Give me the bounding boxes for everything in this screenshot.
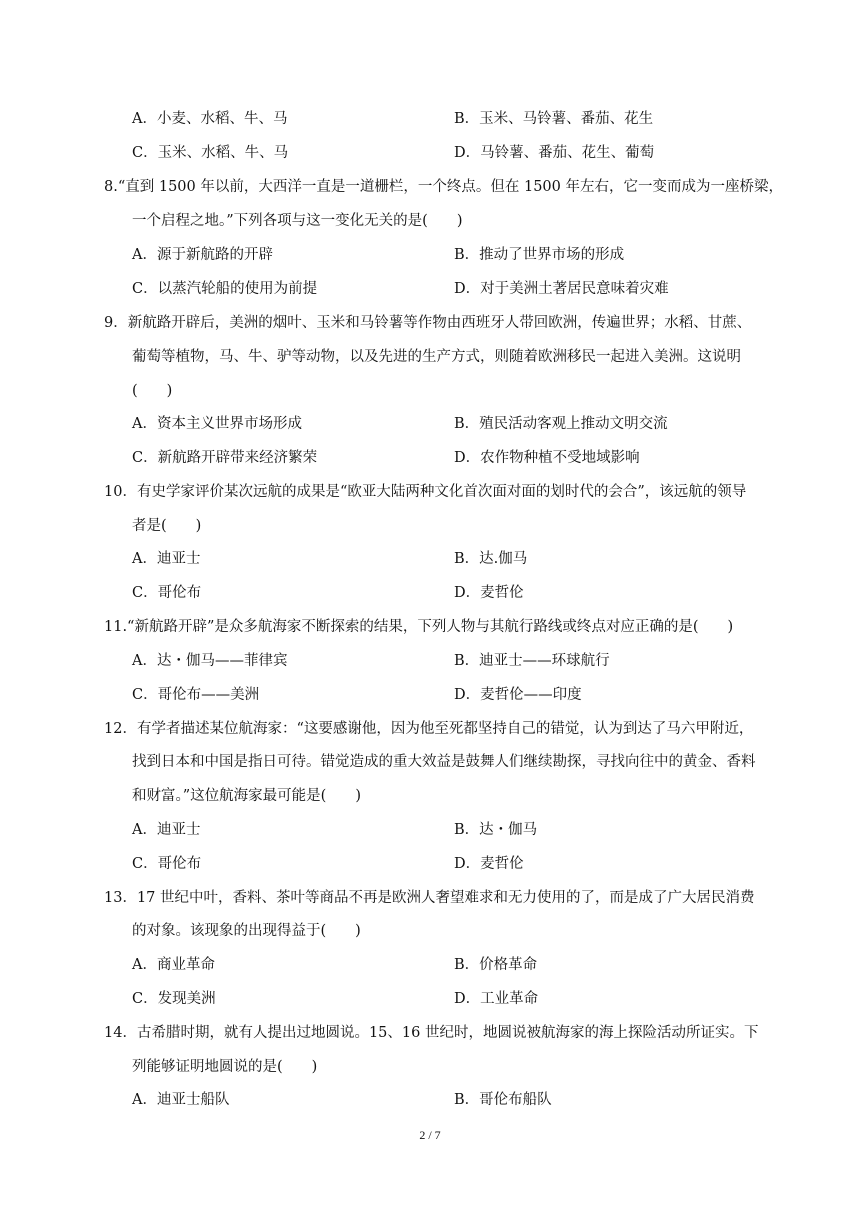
q9-option-b: B．殖民活动客观上推动文明交流 — [454, 416, 668, 432]
q13-stem-line-1: 13．17 世纪中叶，香料、茶叶等商品不再是欧洲人奢望难求和无力使用的了，而是成了广大居民消费 — [104, 890, 755, 906]
q14-stem-line-2: 列能够证明地圆说的是( ) — [132, 1059, 318, 1075]
q9-option-d: D．农作物种植不受地域影响 — [454, 450, 640, 466]
q8-stem-line-1: 8.“直到 1500 年以前，大西洋一直是一道栅栏，一个终点。但在 1500 年左右，它一变而成为一座桥梁， — [104, 179, 783, 195]
q11-stem-line-1: 11.“新航路开辟”是众多航海家不断探索的结果，下列人物与其航行路线或终点对应正确的是( ) — [104, 619, 734, 635]
q10-option-a: A．迪亚士 — [132, 551, 201, 567]
q12-option-c: C．哥伦布 — [132, 856, 202, 872]
q7-option-b: B．玉米、马铃薯、番茄、花生 — [454, 111, 654, 127]
q12-stem-line-3: 和财富。”这位航海家最可能是( ) — [132, 788, 361, 804]
q13-option-d: D．工业革命 — [454, 991, 539, 1007]
q9-stem-line-3: ( ) — [132, 383, 173, 399]
q14-option-b: B．哥伦布船队 — [454, 1092, 552, 1108]
q11-option-c: C．哥伦布——美洲 — [132, 687, 260, 703]
q10-stem-line-1: 10．有史学家评价某次远航的成果是“欧亚大陆两种文化首次面对面的划时代的会合”，该远航的领导 — [104, 484, 747, 500]
q10-stem-line-2: 者是( ) — [132, 518, 202, 534]
q10-option-c: C．哥伦布 — [132, 585, 202, 601]
q8-option-b: B．推动了世界市场的形成 — [454, 247, 625, 263]
q8-option-c: C．以蒸汽轮船的使用为前提 — [132, 281, 318, 297]
q9-stem-line-2: 葡萄等植物，马、牛、驴等动物，以及先进的生产方式，则随着欧洲移民一起进入美洲。这说明 — [132, 349, 741, 365]
q12-stem-line-2: 找到日本和中国是指日可待。错觉造成的重大效益是鼓舞人们继续勘探，寻找向往中的黄金、香料 — [132, 754, 756, 770]
page-number: 2 / 7 — [419, 1128, 441, 1142]
q13-option-b: B．价格革命 — [454, 957, 538, 973]
q12-stem-line-1: 12．有学者描述某位航海家：“这要感谢他，因为他至死都坚持自己的错觉，认为到达了马六甲附近， — [104, 721, 754, 737]
q11-option-b: B．迪亚士——环球航行 — [454, 653, 610, 669]
q12-option-b: B．达・伽马 — [454, 822, 538, 838]
q11-option-d: D．麦哲伦——印度 — [454, 687, 582, 703]
q14-stem-line-1: 14．古希腊时期，就有人提出过地圆说。15、16 世纪时，地圆说被航海家的海上探险活动所证实。下 — [104, 1025, 759, 1041]
q12-option-d: D．麦哲伦 — [454, 856, 524, 872]
q9-option-c: C．新航路开辟带来经济繁荣 — [132, 450, 318, 466]
q7-option-c: C．玉米、水稻、牛、马 — [132, 145, 289, 161]
q8-option-a: A．源于新航路的开辟 — [132, 247, 273, 263]
q7-option-d: D．马铃薯、番茄、花生、葡萄 — [454, 145, 655, 161]
q8-stem-line-2: 一个启程之地。”下列各项与这一变化无关的是( ) — [132, 213, 463, 229]
q10-option-d: D．麦哲伦 — [454, 585, 524, 601]
q14-option-a: A．迪亚士船队 — [132, 1092, 230, 1108]
q13-option-c: C．发现美洲 — [132, 991, 216, 1007]
q7-option-a: A．小麦、水稻、牛、马 — [132, 111, 288, 127]
q10-option-b: B．达.伽马 — [454, 551, 528, 567]
q12-option-a: A．迪亚士 — [132, 822, 201, 838]
q9-option-a: A．资本主义世界市场形成 — [132, 416, 302, 432]
q13-stem-line-2: 的对象。该现象的出现得益于( ) — [132, 923, 361, 939]
q8-option-d: D．对于美洲土著居民意味着灾难 — [454, 281, 669, 297]
q11-option-a: A．达・伽马——菲律宾 — [132, 653, 288, 669]
q13-option-a: A．商业革命 — [132, 957, 215, 973]
q9-stem-line-1: 9．新航路开辟后，美洲的烟叶、玉米和马铃薯等作物由西班牙人带回欧洲，传遍世界；水稻、甘蔗、 — [104, 315, 752, 331]
